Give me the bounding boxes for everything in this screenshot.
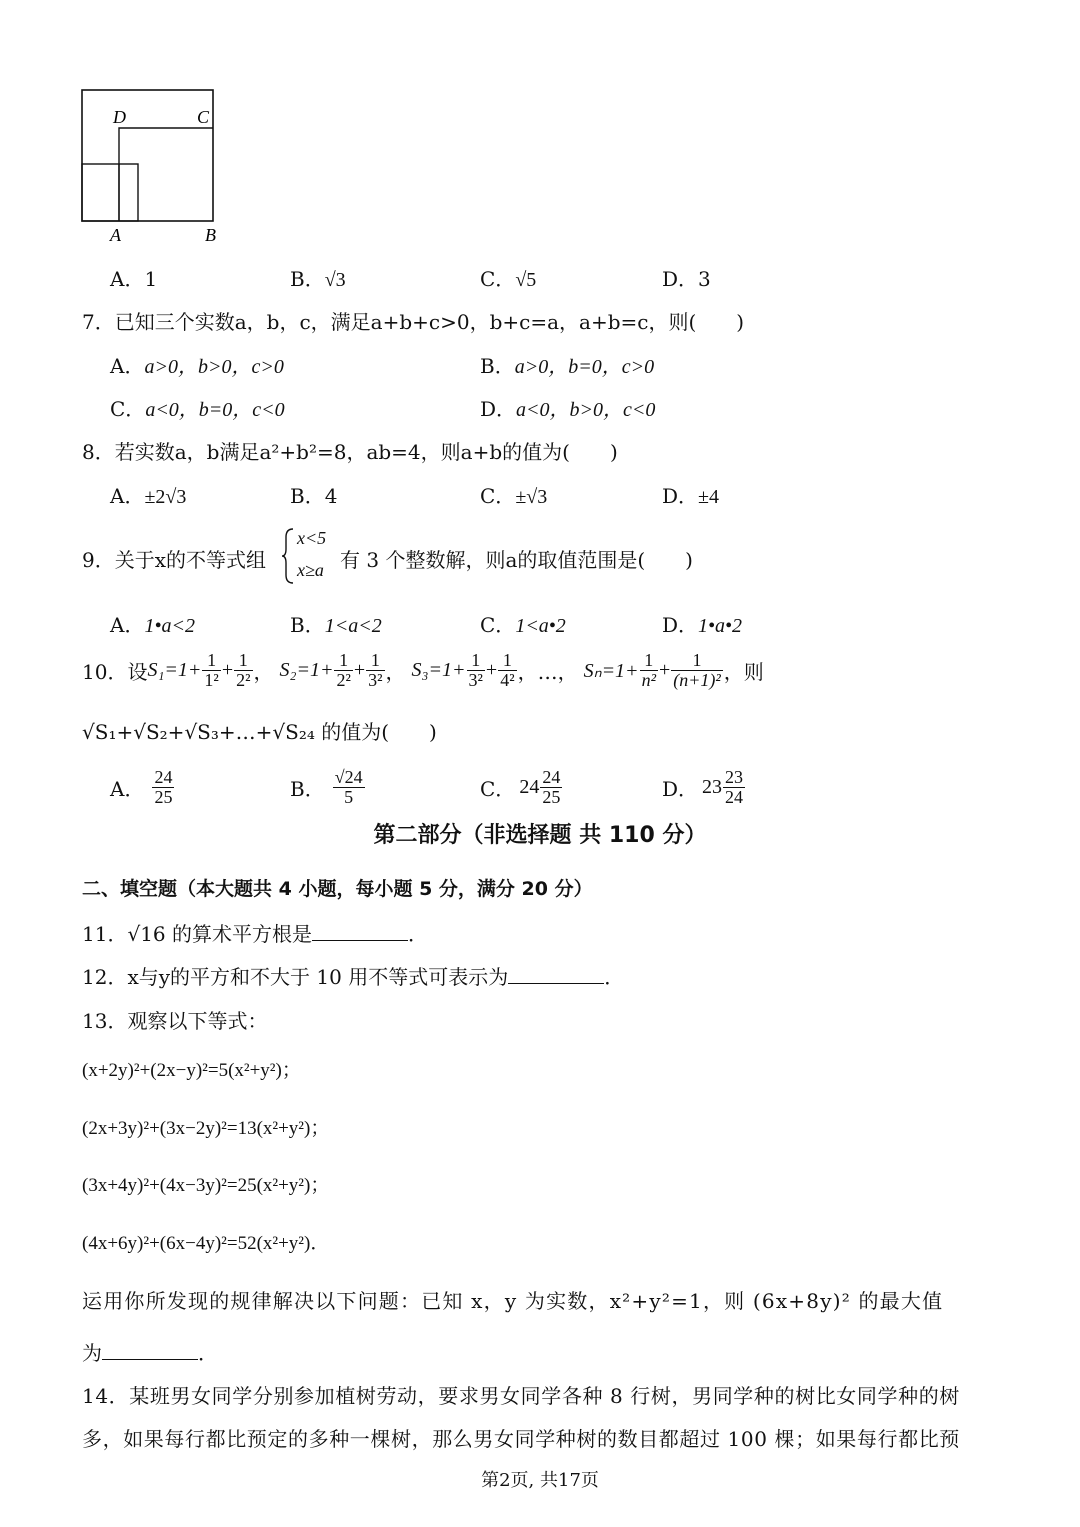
q10-option-b-frac: $\frac{√24}{5}$ — [334, 766, 363, 807]
q7-option-c-value: a<0，b=0，c<0 — [145, 399, 285, 421]
q13-eq3: (3x+4y)²+(4x−3y)²=25(x²+y²)； — [82, 1175, 330, 1196]
q11-answer-blank[interactable] — [312, 920, 408, 941]
q10-option-c-frac: $\frac{24}{25}$ — [542, 766, 561, 807]
geometry-figure — [70, 82, 230, 247]
q14-line2: 多，如果每行都比预定的多种一棵树，那么男女同学种树的数目都超过 100 棵；如果每行都比预 — [82, 1427, 960, 1451]
q9-inequality-row2: x≥a — [297, 560, 324, 580]
q13-eq2: (2x+3y)²+(3x−2y)²=13(x²+y²)； — [82, 1118, 330, 1139]
q10-option-c-int: 24 — [519, 775, 540, 798]
q10-option-d-int: 23 — [702, 775, 723, 798]
q9-option-c-value: 1<a•2 — [515, 615, 566, 637]
q10-option-d-label: D． — [662, 776, 699, 801]
q8-option-d-value: ±4 — [698, 486, 720, 508]
q13-apply: 运用你所发现的规律解决以下问题：已知 x，y 为实数，x²+y²=1，则 (6x+8y)² 的最大值 — [82, 1289, 944, 1313]
q10-option-b-label: B． — [290, 776, 325, 801]
q10-sum-line: √S₁+√S₂+√S₃+…+√S₂₄ 的值为( ) — [82, 720, 437, 744]
q14-line1: 14．某班男女同学分别参加植树劳动，要求男女同学各种 8 行树，男同学种的树比女同学种的树 — [82, 1384, 960, 1408]
q8-option-d-label: D． — [662, 484, 699, 508]
comma: ， — [253, 659, 274, 684]
q13-end: ． — [198, 1341, 218, 1365]
q7-option-b-label: B． — [480, 354, 515, 378]
plus-sign: + — [485, 658, 498, 681]
q9-option-d-value: 1•a•2 — [698, 615, 743, 637]
q13-answer-blank[interactable] — [102, 1339, 198, 1360]
q8-option-d — [662, 480, 719, 509]
q6-option-c-value: √5 — [515, 269, 537, 291]
q8-option-c-label: C． — [480, 484, 516, 508]
label-d: D — [113, 107, 126, 127]
q10-s1: S₁=1+ — [147, 658, 202, 681]
label-a: A — [110, 225, 121, 245]
q12 — [82, 961, 624, 990]
small-square — [82, 164, 138, 221]
q11 — [82, 918, 428, 947]
q10-frac-3: $\frac{1}{\text{2²}}$ — [336, 649, 351, 690]
q9-option-c — [480, 609, 566, 638]
ellipsis: ，…， — [517, 659, 578, 684]
q6-option-d-text: D．3 — [662, 267, 711, 291]
q13-stem: 13．观察以下等式： — [82, 1009, 268, 1033]
q8-option-a — [110, 480, 186, 509]
q10-stem — [82, 646, 764, 694]
q10-option-c-label: C． — [480, 776, 516, 801]
q7-option-a-label: A． — [110, 354, 145, 378]
q10-option-a-frac: $\frac{24}{25}$ — [154, 766, 173, 807]
q10-option-b — [290, 764, 366, 810]
q10-option-a — [110, 764, 175, 810]
q7-option-d — [480, 393, 655, 422]
q10-frac-8: $\frac{1}{\text{(n+1)²}}$ — [673, 649, 721, 690]
q7-option-d-value: a<0，b>0，c<0 — [516, 399, 656, 421]
q10-frac-2: $\frac{1}{\text{2²}}$ — [236, 649, 251, 690]
q13-apply-2-text: 为 — [82, 1341, 102, 1365]
q7-option-d-label: D． — [480, 397, 517, 421]
q7-option-b — [480, 350, 654, 379]
q9-option-d — [662, 609, 742, 638]
q9-option-a-label: A． — [110, 613, 145, 637]
q10-option-d-frac: $\frac{23}{24}$ — [725, 766, 744, 807]
q10-option-d — [662, 764, 746, 810]
q6-option-a-text: A．1 — [110, 267, 158, 291]
label-c: C — [197, 107, 210, 127]
part2-title: 第二部分（非选择题 共 110 分） — [373, 823, 707, 848]
q7-option-c-label: C． — [110, 397, 146, 421]
q7-stem: 7．已知三个实数a，b，c，满足a+b+c>0，b+c=a，a+b=c，则( ) — [82, 310, 745, 334]
q10-then: ，则 — [723, 659, 764, 684]
q13-apply-2 — [82, 1337, 218, 1366]
q10-sn: Sₙ=1+ — [583, 659, 639, 682]
section2-title: 二、填空题（本大题共 4 小题，每小题 5 分，满分 20 分） — [82, 878, 593, 900]
q10-frac-4: $\frac{1}{\text{3²}}$ — [368, 649, 383, 690]
q13-eq4: (4x+6y)²+(6x−4y)²=52(x²+y²)． — [82, 1233, 330, 1254]
q9-option-d-label: D． — [662, 613, 699, 637]
q10-frac-7: $\frac{1}{\text{n²}}$ — [641, 649, 656, 690]
q10-frac-1: $\frac{1}{\text{1²}}$ — [204, 649, 219, 690]
q10-s2: S₂=1+ — [279, 658, 334, 681]
q7-option-a — [110, 350, 284, 379]
q9-option-b-label: B． — [290, 613, 325, 637]
plus-sign: + — [353, 658, 366, 681]
q10-frac-6: $\frac{1}{\text{4²}}$ — [500, 649, 515, 690]
q12-end: ． — [604, 965, 625, 989]
q8-option-c-value: ±√3 — [515, 486, 548, 508]
q10-s3: S₃=1+ — [411, 658, 466, 681]
q6-option-a — [110, 263, 157, 292]
plus-sign: + — [658, 658, 671, 681]
q6-option-c-label: C． — [480, 267, 516, 291]
q12-text: 12．x与y的平方和不大于 10 用不等式可表示为 — [82, 965, 509, 989]
q7-option-c — [110, 393, 285, 422]
q10-option-a-label: A． — [110, 776, 145, 801]
q6-option-c — [480, 263, 536, 292]
q6-option-b-value: √3 — [324, 269, 346, 291]
q10-prefix: 10．设 — [82, 659, 148, 684]
q8-option-c — [480, 480, 547, 509]
q8-option-a-label: A． — [110, 484, 145, 508]
q7-option-b-value: a>0，b=0，c>0 — [514, 356, 655, 378]
q9-option-c-label: C． — [480, 613, 516, 637]
q9-prefix: 9．关于x的不等式组 — [82, 548, 267, 572]
q6-option-d — [662, 263, 711, 292]
q9-suffix: 有 3 个整数解，则a的取值范围是( ) — [340, 548, 693, 572]
q10-frac-5: $\frac{1}{\text{3²}}$ — [468, 649, 483, 690]
left-brace-icon — [281, 527, 295, 585]
q9-option-a-value: 1•a<2 — [144, 615, 195, 637]
q8-option-a-value: ±2√3 — [144, 486, 187, 508]
label-b: B — [205, 225, 216, 245]
q10-option-c — [480, 764, 563, 810]
q7-option-a-value: a>0，b>0，c>0 — [144, 356, 284, 378]
q9-inequality-row1: x<5 — [297, 528, 327, 548]
q11-end: ． — [408, 922, 428, 946]
q6-option-b-label: B． — [290, 267, 325, 291]
q6-option-b — [290, 263, 346, 292]
q9-option-b — [290, 609, 382, 638]
q13-eq1: (x+2y)²+(2x−y)²=5(x²+y²)； — [82, 1060, 301, 1081]
q11-text: 11．√16 的算术平方根是 — [82, 922, 312, 946]
page-footer: 第2页, 共17页 — [481, 1470, 599, 1491]
comma: ， — [385, 659, 406, 684]
q8-stem: 8．若实数a，b满足a²+b²=8，ab=4，则a+b的值为( ) — [82, 440, 618, 464]
q8-option-b: B．4 — [290, 484, 338, 508]
inner-square-edge — [119, 128, 213, 221]
plus-sign: + — [221, 658, 234, 681]
q9-option-b-value: 1<a<2 — [324, 615, 382, 637]
q12-answer-blank[interactable] — [508, 963, 604, 984]
q9-option-a — [110, 609, 195, 638]
outer-square — [82, 90, 213, 221]
